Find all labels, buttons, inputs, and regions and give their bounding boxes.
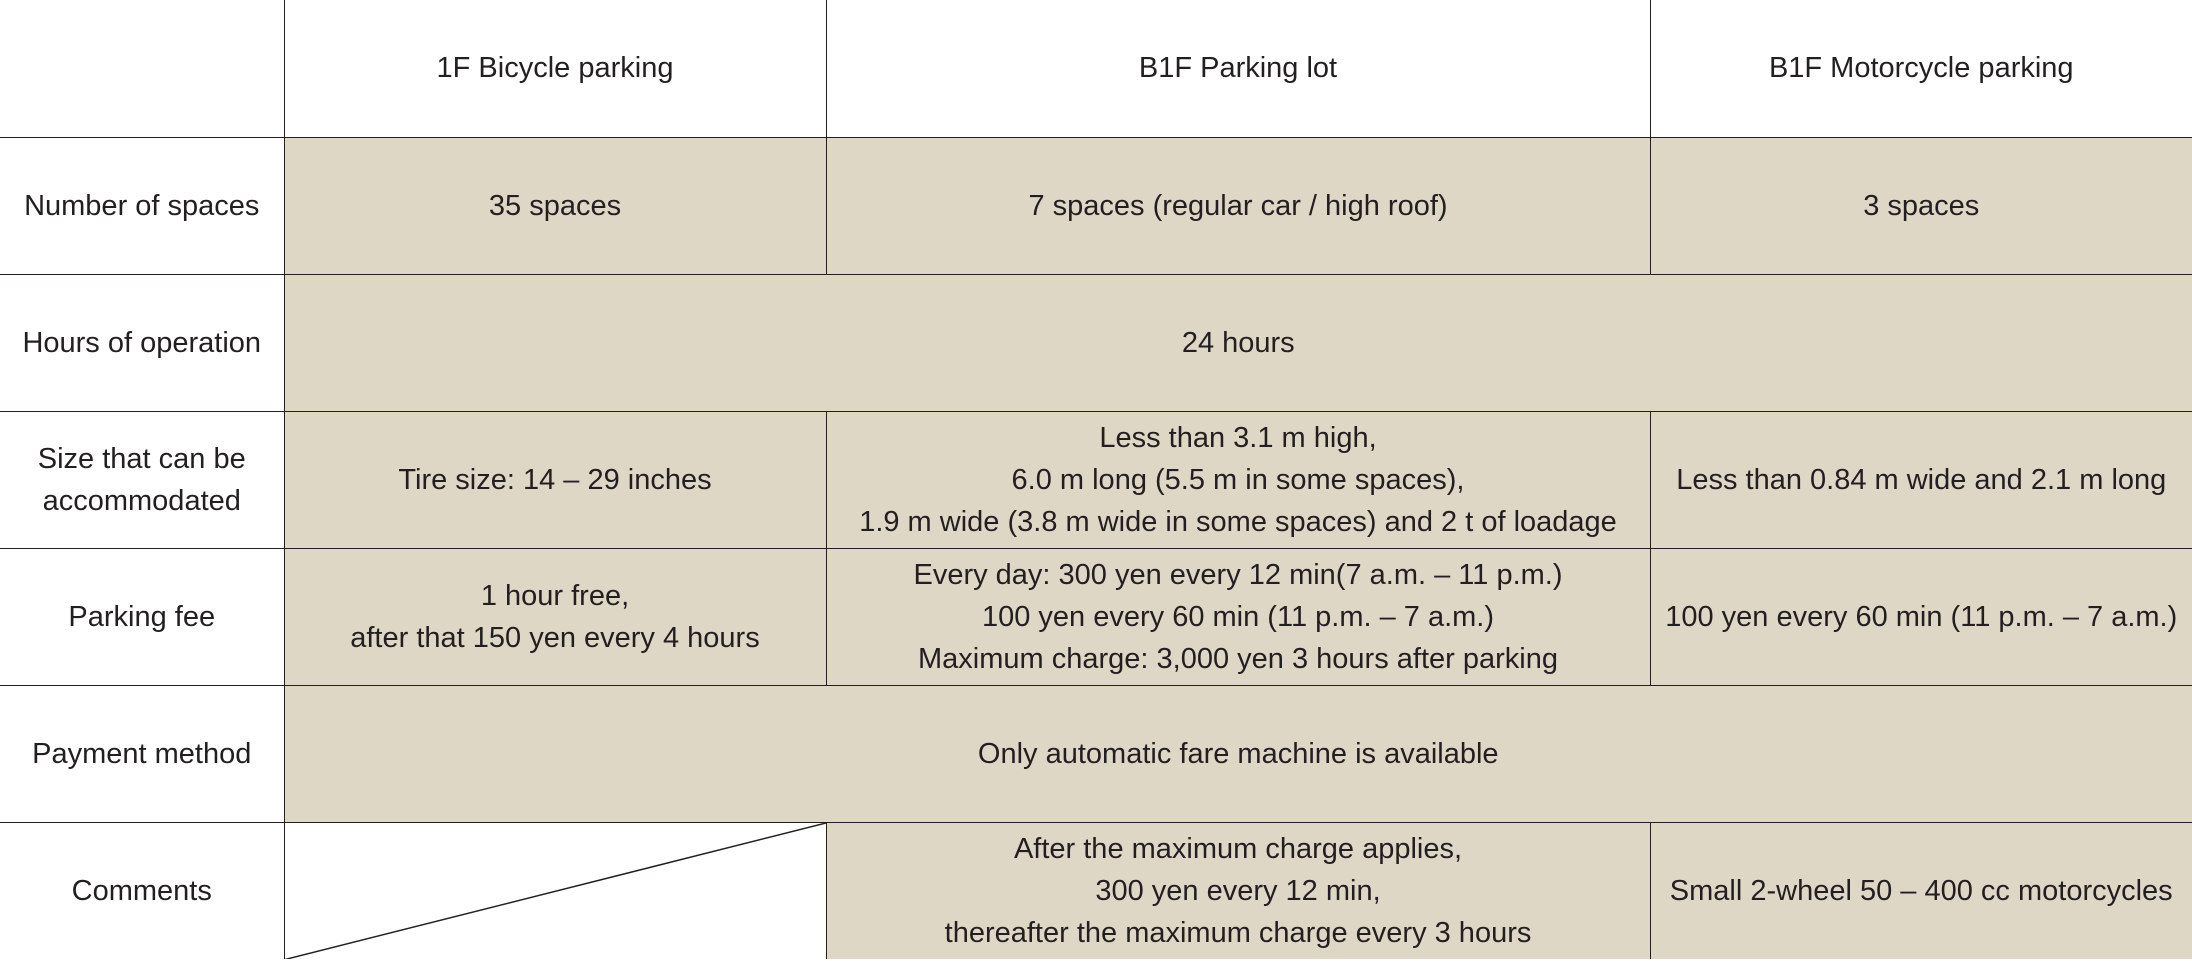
header-bicycle-parking: 1F Bicycle parking (284, 0, 826, 137)
row-size-accommodated (0, 411, 2192, 548)
cell-payment-all (284, 685, 2192, 822)
cell-motorcycle-spaces (1650, 137, 2192, 274)
row-payment-method (0, 685, 2192, 822)
cell-text: Only automatic fare machine is available (977, 737, 1499, 770)
diagonal-slash (285, 823, 826, 960)
cell-parking-lot-comments (826, 822, 1650, 959)
cell-text: Tire size: 14 – 29 inches (398, 463, 712, 496)
row-label (0, 137, 284, 274)
cell-text: Small 2-wheel 50 – 400 cc motorcycles (1669, 874, 2173, 907)
cell-text: Maximum charge: 3,000 yen 3 hours after parking (918, 642, 1558, 675)
cell-text: Every day: 300 yen every 12 min(7 a.m. – 11 p.m.) (913, 558, 1563, 591)
cell-text: thereafter the maximum charge every 3 hours (944, 916, 1532, 949)
row-label-text: accommodated (42, 484, 241, 517)
cell-text: 24 hours (1181, 326, 1295, 359)
row-label (0, 822, 284, 959)
cell-text: 100 yen every 60 min (11 p.m. – 7 a.m.) (1665, 600, 2178, 633)
cell-text: 35 spaces (488, 189, 622, 222)
cell-text: 300 yen every 12 min, (1095, 874, 1381, 907)
header-row (0, 0, 2192, 137)
row-label (0, 411, 284, 548)
cell-parking-lot-fee (826, 548, 1650, 685)
row-label-text: Hours of operation (22, 326, 262, 359)
row-comments (0, 822, 2192, 959)
row-number-of-spaces (0, 137, 2192, 274)
row-label-text: Number of spaces (24, 189, 260, 222)
cell-bicycle-size (284, 411, 826, 548)
cell-text: After the maximum charge applies, (1013, 832, 1463, 865)
row-hours-of-operation (0, 274, 2192, 411)
row-parking-fee (0, 548, 2192, 685)
cell-parking-lot-size (826, 411, 1650, 548)
header-parking-lot: B1F Parking lot (826, 0, 1650, 137)
diagonal-line (285, 823, 826, 960)
row-label-text: Payment method (32, 737, 252, 770)
row-label (0, 548, 284, 685)
header-motorcycle-parking: B1F Motorcycle parking (1650, 0, 2192, 137)
row-label-text: Size that can be (37, 442, 246, 475)
cell-bicycle-fee (284, 548, 826, 685)
row-label-text: Parking fee (68, 600, 216, 633)
cell-text: 1 hour free, (480, 579, 630, 612)
cell-text: 100 yen every 60 min (11 p.m. – 7 a.m.) (981, 600, 1495, 633)
cell-text: 7 spaces (regular car / high roof) (1028, 189, 1448, 222)
cell-bicycle-spaces (284, 137, 826, 274)
cell-parking-lot-spaces (826, 137, 1650, 274)
row-label (0, 685, 284, 822)
cell-text: 6.0 m long (5.5 m in some spaces), (1011, 463, 1465, 496)
cell-motorcycle-fee (1650, 548, 2192, 685)
cell-text: 1.9 m wide (3.8 m wide in some spaces) and 2 t of loadage (859, 505, 1617, 538)
cell-motorcycle-size (1650, 411, 2192, 548)
cell-text: after that 150 yen every 4 hours (350, 621, 760, 654)
cell-text: Less than 0.84 m wide and 2.1 m long (1676, 463, 2167, 496)
cell-text: 3 spaces (1863, 189, 1980, 222)
row-label (0, 274, 284, 411)
cell-motorcycle-comments (1650, 822, 2192, 959)
cell-bicycle-comments-empty (284, 822, 826, 959)
cell-hours-all (284, 274, 2192, 411)
row-label-text: Comments (71, 874, 212, 907)
cell-text: Less than 3.1 m high, (1099, 421, 1377, 454)
header-corner-cell (0, 0, 284, 137)
